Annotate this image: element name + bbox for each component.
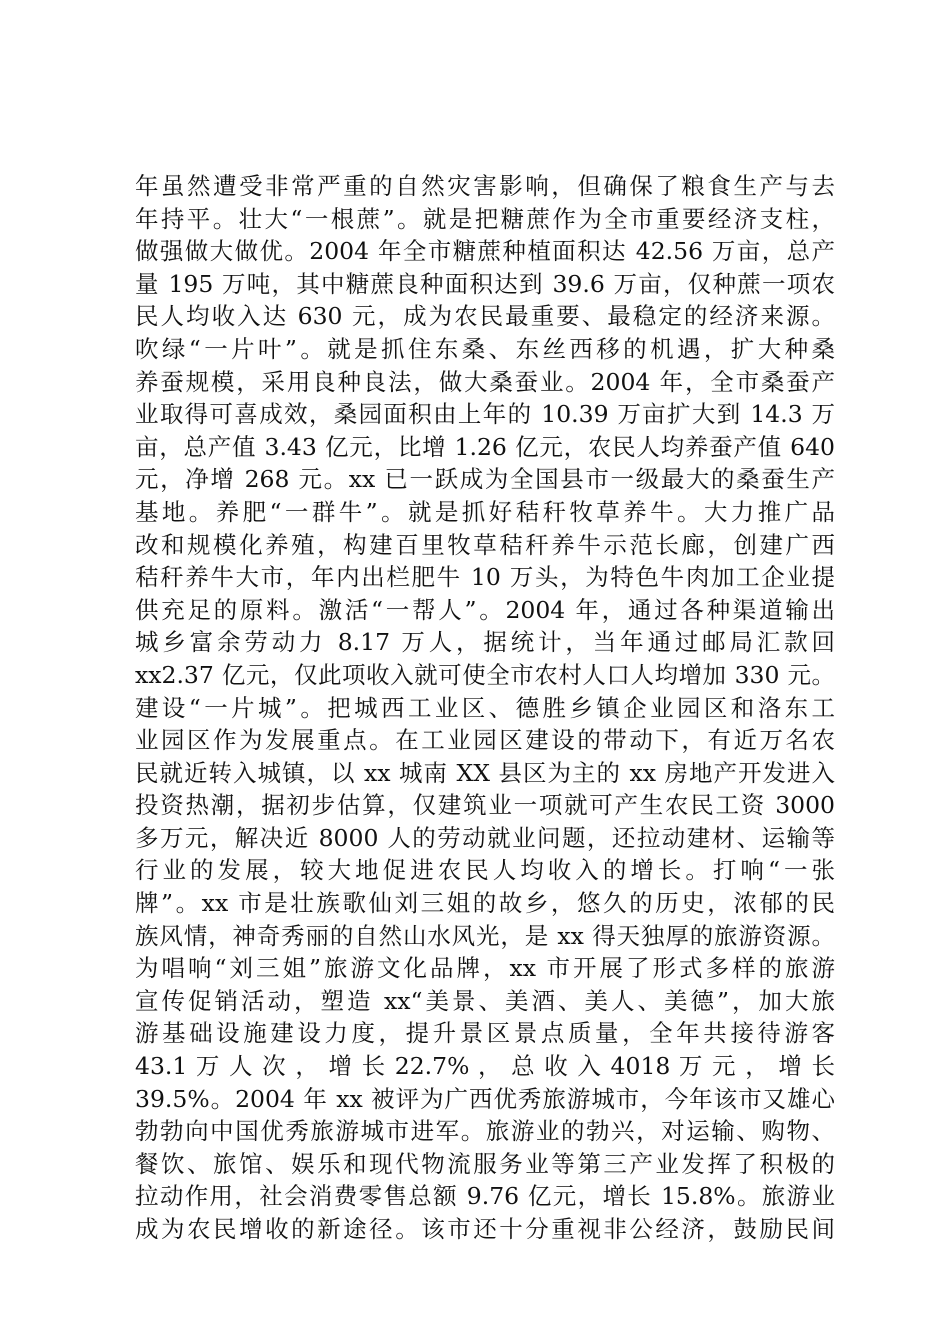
- text-line: 年持平。壮大“一根蔗”。就是把糖蔗作为全市重要经济支柱，: [135, 204, 835, 233]
- text-line: 牌”。xx 市是壮族歌仙刘三姐的故乡，悠久的历史，浓郁的民: [135, 889, 835, 918]
- text-line: 养蚕规模，采用良种良法，做大桑蚕业。2004 年，全市桑蚕产: [135, 367, 835, 396]
- text-line: 族风情，神奇秀丽的自然山水风光，是 xx 得天独厚的旅游资源。: [135, 921, 835, 950]
- text-line: 量 195 万吨，其中糖蔗良种面积达到 39.6 万亩，仅种蔗一项农: [135, 269, 835, 298]
- text-line: 元，净增 268 元。xx 已一跃成为全国县市一级最大的桑蚕生产: [135, 465, 835, 494]
- text-line: 业取得可喜成效，桑园面积由上年的 10.39 万亩扩大到 14.3 万: [135, 400, 835, 429]
- text-line: 成为农民增收的新途径。该市还十分重视非公经济，鼓励民间: [135, 1215, 835, 1243]
- text-line: 行业的发展，较大地促进农民人均收入的增长。打响“一张: [135, 856, 835, 885]
- text-line: 年虽然遭受非常严重的自然灾害影响，但确保了粮食生产与去: [135, 172, 835, 200]
- text-line: 基地。养肥“一群牛”。就是抓好秸秆牧草养牛。大力推广品: [135, 497, 835, 526]
- text-line: 城乡富余劳动力 8.17 万人，据统计，当年通过邮局汇款回: [135, 628, 835, 657]
- body-text: [135, 170, 835, 1246]
- text-line: 吹绿“一片叶”。就是抓住东桑、东丝西移的机遇，扩大种桑: [135, 334, 835, 363]
- text-line: 业园区作为发展重点。在工业园区建设的带动下，有近万名农: [135, 726, 835, 755]
- text-line: 民人均收入达 630 元，成为农民最重要、最稳定的经济来源。: [135, 302, 835, 331]
- text-line: 多万元，解决近 8000 人的劳动就业问题，还拉动建材、运输等: [135, 823, 835, 852]
- text-line: 秸秆养牛大市，年内出栏肥牛 10 万头，为特色牛肉加工企业提: [135, 563, 835, 592]
- text-line: 民就近转入城镇，以 xx 城南 XX 县区为主的 xx 房地产开发进入: [135, 758, 835, 787]
- text-line: 餐饮、旅馆、娱乐和现代物流服务业等第三产业发挥了积极的: [135, 1149, 835, 1178]
- text-line: 投资热潮，据初步估算，仅建筑业一项就可产生农民工资 3000: [135, 791, 835, 820]
- text-line: xx2.37 亿元，仅此项收入就可使全市农村人口人均增加 330 元。: [135, 660, 835, 689]
- text-line: 供充足的原料。激活“一帮人”。2004 年，通过各种渠道输出: [135, 595, 835, 624]
- text-line: 43.1 万 人 次 ， 增 长 22.7% ， 总 收 入 4018 万 元 ， 增 长: [135, 1052, 835, 1081]
- text-line: 建设“一片城”。把城西工业区、德胜乡镇企业园区和洛东工: [135, 693, 835, 722]
- text-line: 为唱响“刘三姐”旅游文化品牌，xx 市开展了形式多样的旅游: [135, 954, 835, 983]
- text-line: 39.5%。2004 年 xx 被评为广西优秀旅游城市，今年该市又雄心: [135, 1084, 835, 1113]
- text-line: 游基础设施建设力度，提升景区景点质量，全年共接待游客: [135, 1019, 835, 1048]
- text-line: 拉动作用，社会消费零售总额 9.76 亿元，增长 15.8%。旅游业: [135, 1182, 835, 1211]
- text-line: 宣传促销活动，塑造 xx“美景、美酒、美人、美德”，加大旅: [135, 986, 835, 1015]
- text-line: 做强做大做优。2004 年全市糖蔗种植面积达 42.56 万亩，总产: [135, 237, 835, 266]
- text-line: 改和规模化养殖，构建百里牧草秸秆养牛示范长廊，创建广西: [135, 530, 835, 559]
- text-line: 勃勃向中国优秀旅游城市进军。旅游业的勃兴，对运输、购物、: [135, 1117, 835, 1146]
- text-line: 亩，总产值 3.43 亿元，比增 1.26 亿元，农民人均养蚕产值 640: [135, 432, 835, 461]
